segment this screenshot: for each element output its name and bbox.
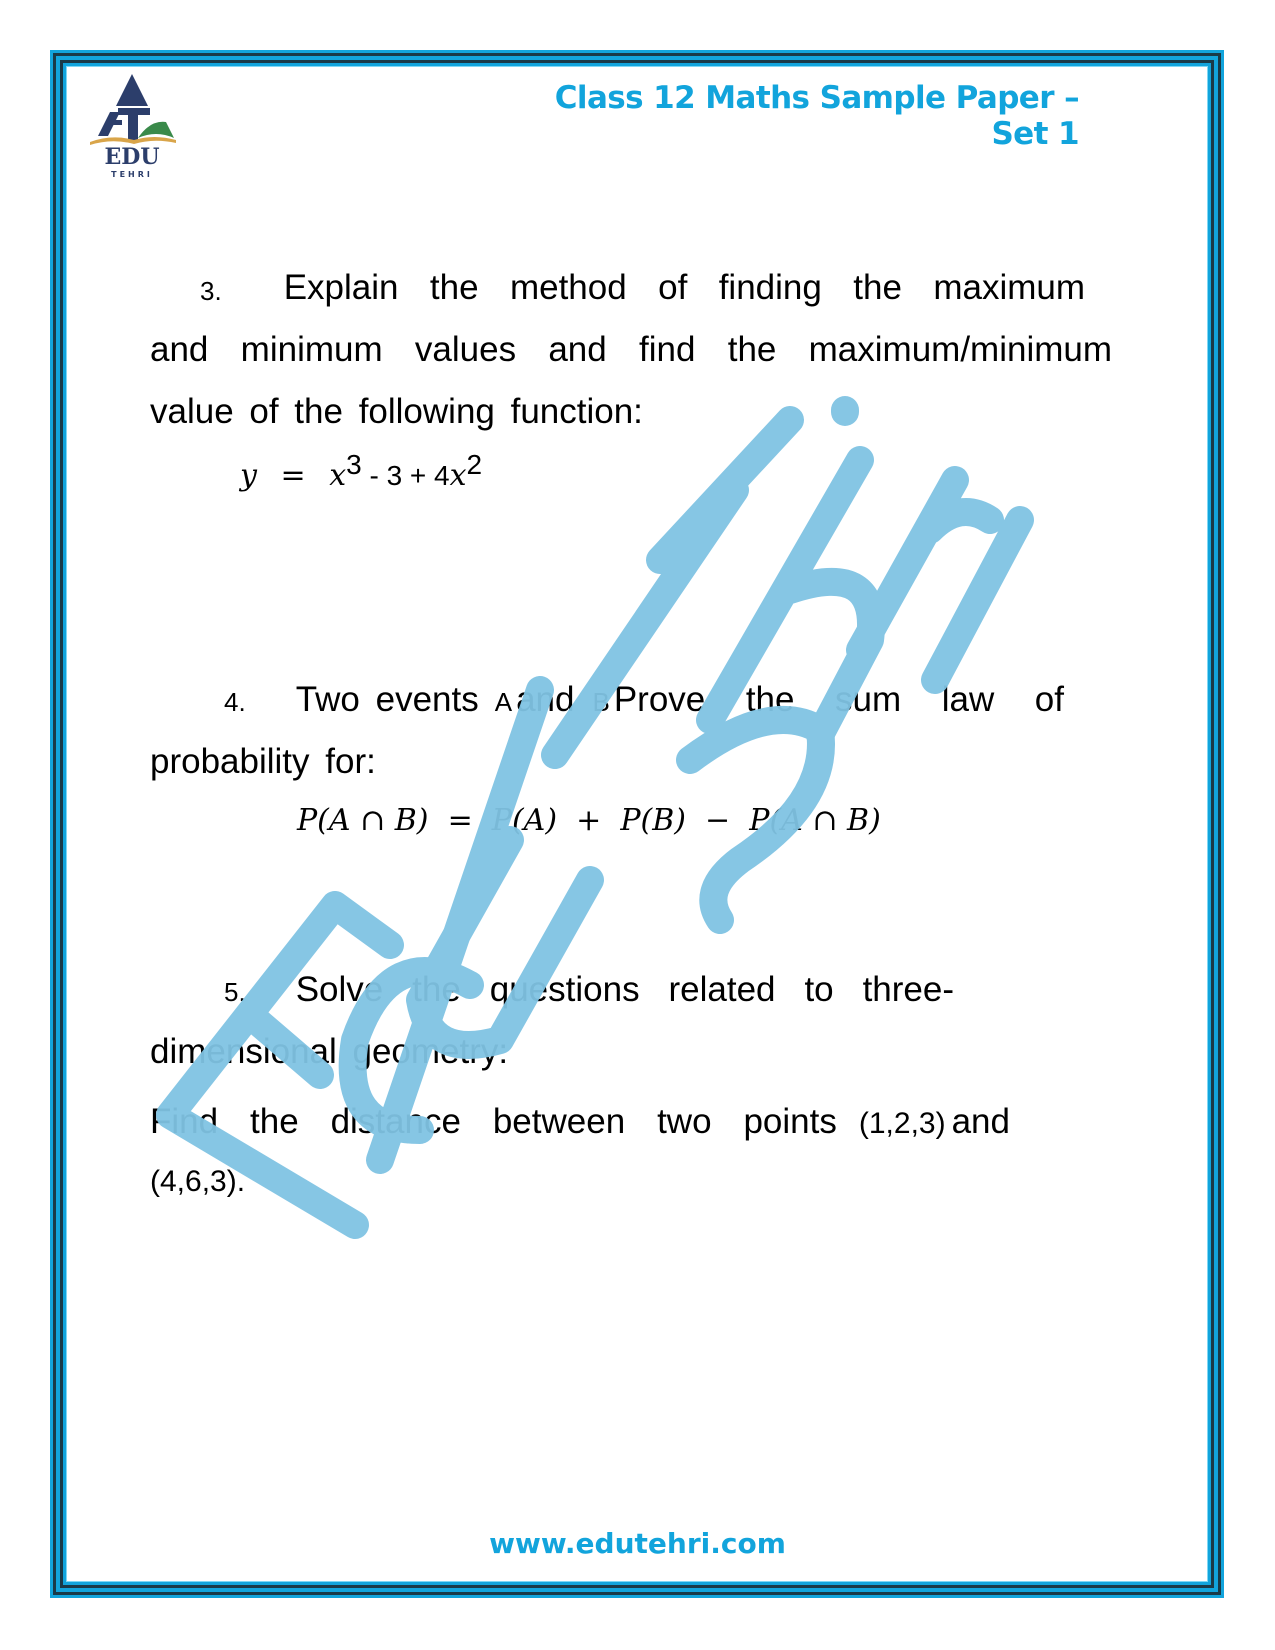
svg-text:EDU: EDU bbox=[104, 144, 160, 170]
equation: $y = x^3 - 3 + 4x^2$ bbox=[240, 449, 483, 493]
question-text-line: (4,6,3). bbox=[150, 1165, 246, 1198]
question-text-line: and minimum values and find the maximum/minimum bbox=[150, 330, 1112, 369]
question-number: 4. bbox=[224, 687, 246, 717]
question-text-line: dimensional geometry: bbox=[150, 1032, 509, 1071]
edutehri-logo-icon bbox=[84, 72, 180, 182]
question-text-line: value of the following function: bbox=[150, 392, 643, 431]
question-number: 3. bbox=[200, 276, 222, 306]
page-title: Class 12 Maths Sample Paper – Set 1 bbox=[554, 80, 1079, 152]
svg-text:TEHRI: TEHRI bbox=[111, 170, 153, 179]
question-text-line: probability for: bbox=[150, 742, 376, 781]
footer-url-link[interactable]: www.edutehri.com bbox=[489, 1527, 786, 1560]
question-text-line: Explain the method of finding the maximum bbox=[283, 268, 1085, 307]
question-number: 5. bbox=[224, 977, 246, 1007]
equation: P(A ∩ B) = P(A) + P(B) − P(A ∩ B) bbox=[297, 803, 881, 838]
